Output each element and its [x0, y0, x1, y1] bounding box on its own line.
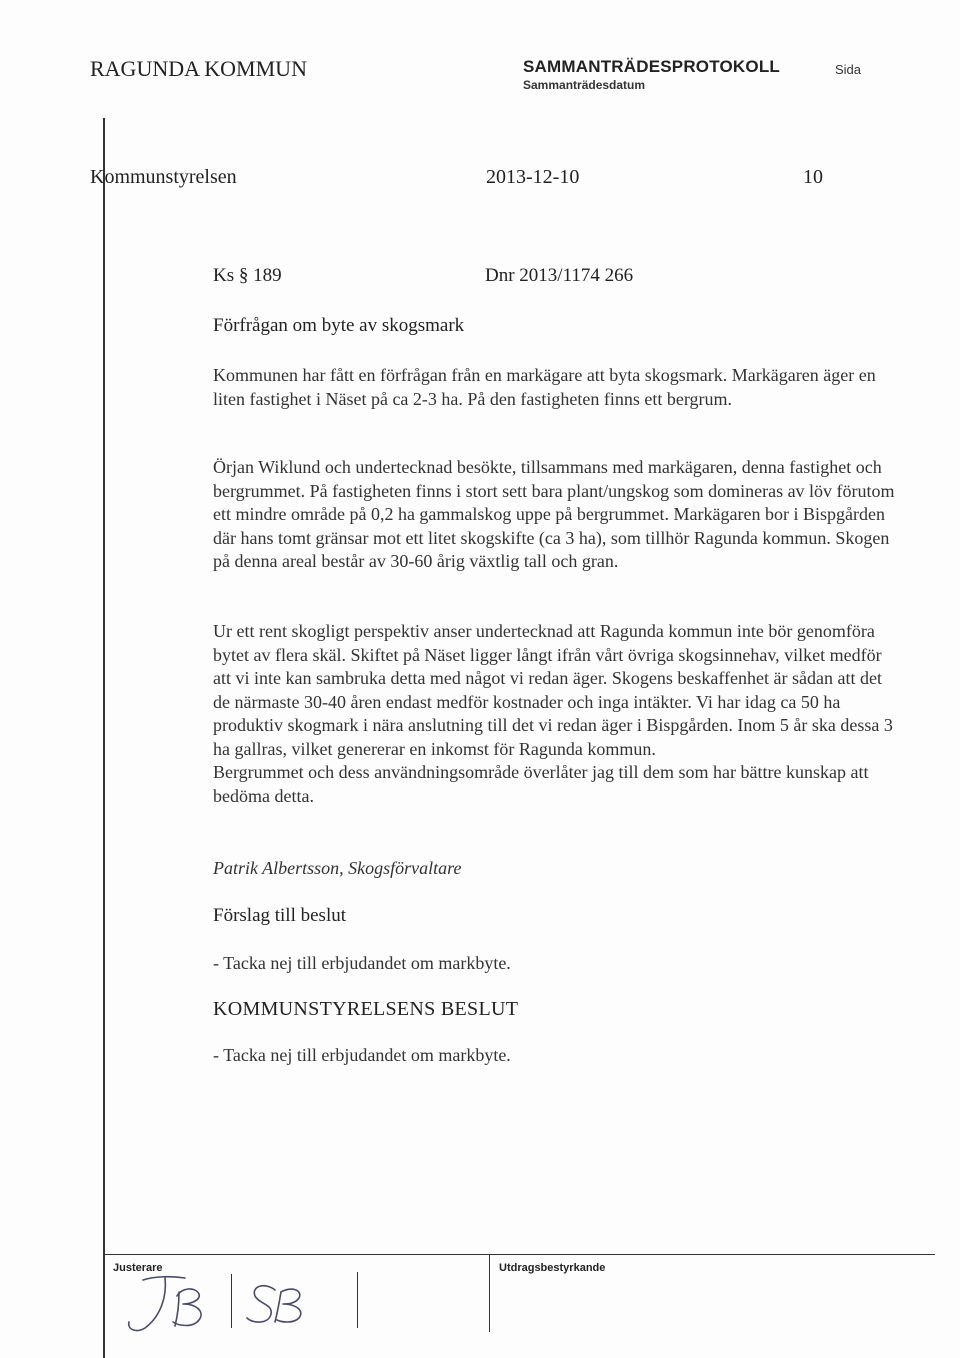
footer-divider-3: [489, 1254, 490, 1332]
board-name: Kommunstyrelsen: [90, 166, 237, 188]
case-dnr: Dnr 2013/1174 266: [485, 265, 634, 286]
paragraph-2: Örjan Wiklund och undertecknad besökte, tillsammans med markägaren, denna fastighet och bergrummet. På fastigheten finns i stort sett bara plant/ungskog som domineras av löv förutom ett mindre område på 0,2 ha gammalskog uppe på bergrummet. Markägaren bor i Bispgården där hans tomt gränsar mot ett litet skogskifte (ca 3 ha), som tillhör Ragunda kommun. Skogen på denna areal består av 30-60 årig växtlig tall och gran.: [213, 457, 895, 571]
margin-rule: [103, 118, 105, 1358]
page-label: Sida: [835, 62, 862, 77]
proposal-item: - Tacka nej till erbjudandet om markbyte.: [213, 953, 511, 973]
handwritten-initials: [115, 1266, 345, 1346]
proposal-title: Förslag till beslut: [213, 905, 346, 926]
decision-item: - Tacka nej till erbjudandet om markbyte.: [213, 1045, 511, 1065]
decision-title: KOMMUNSTYRELSENS BESLUT: [213, 998, 519, 1020]
author-signature: Patrik Albertsson, Skogsförvaltare: [213, 858, 462, 878]
footer-rule: [103, 1254, 935, 1255]
paragraph-3-main: Ur ett rent skogligt perspektiv anser undertecknad att Ragunda kommun inte bör genomföra bytet av flera skäl. Skiftet på Näset ligger långt ifrån vårt övriga skogsinnehav, vilket medför att vi inte kan sambruka detta med något vi redan äger. Skogens beskaffenhet är sådan att det de närmaste 30-40 åren endast medför kostnader och inga intäkter. Vi har idag ca 50 ha produktiv skogmark i nära anslutning till det vi redan äger i Bispgården. Inom 5 år ska dessa 3 ha gallras, vilket genererar en inkomst för Ragunda kommun.: [213, 621, 893, 759]
case-paragraph: Ks § 189: [213, 265, 282, 286]
meeting-date-label: Sammanträdesdatum: [523, 78, 646, 92]
paragraph-1: Kommunen har fått en förfrågan från en markägare att byta skogsmark. Markägaren äger en liten fastighet i Näset på ca 2-3 ha. På den fastigheten finns ett bergrum.: [213, 365, 876, 409]
paragraph-3: [213, 620, 903, 808]
justerare-label: Justerare: [113, 1262, 163, 1274]
meeting-date: 2013-12-10: [486, 166, 580, 188]
footer-divider-2: [357, 1272, 358, 1328]
paragraph-3-bergrum: Bergrummet och dess användningsområde överlåter jag till dem som har bättre kunskap att bedöma detta.: [213, 762, 869, 806]
document-type: SAMMANTRÄDESPROTOKOLL: [523, 57, 780, 76]
page-number: 10: [803, 166, 823, 188]
utdragsbestyrkande-label: Utdragsbestyrkande: [499, 1262, 606, 1274]
case-title: Förfrågan om byte av skogsmark: [213, 315, 465, 336]
organization-name: RAGUNDA KOMMUN: [90, 56, 307, 81]
